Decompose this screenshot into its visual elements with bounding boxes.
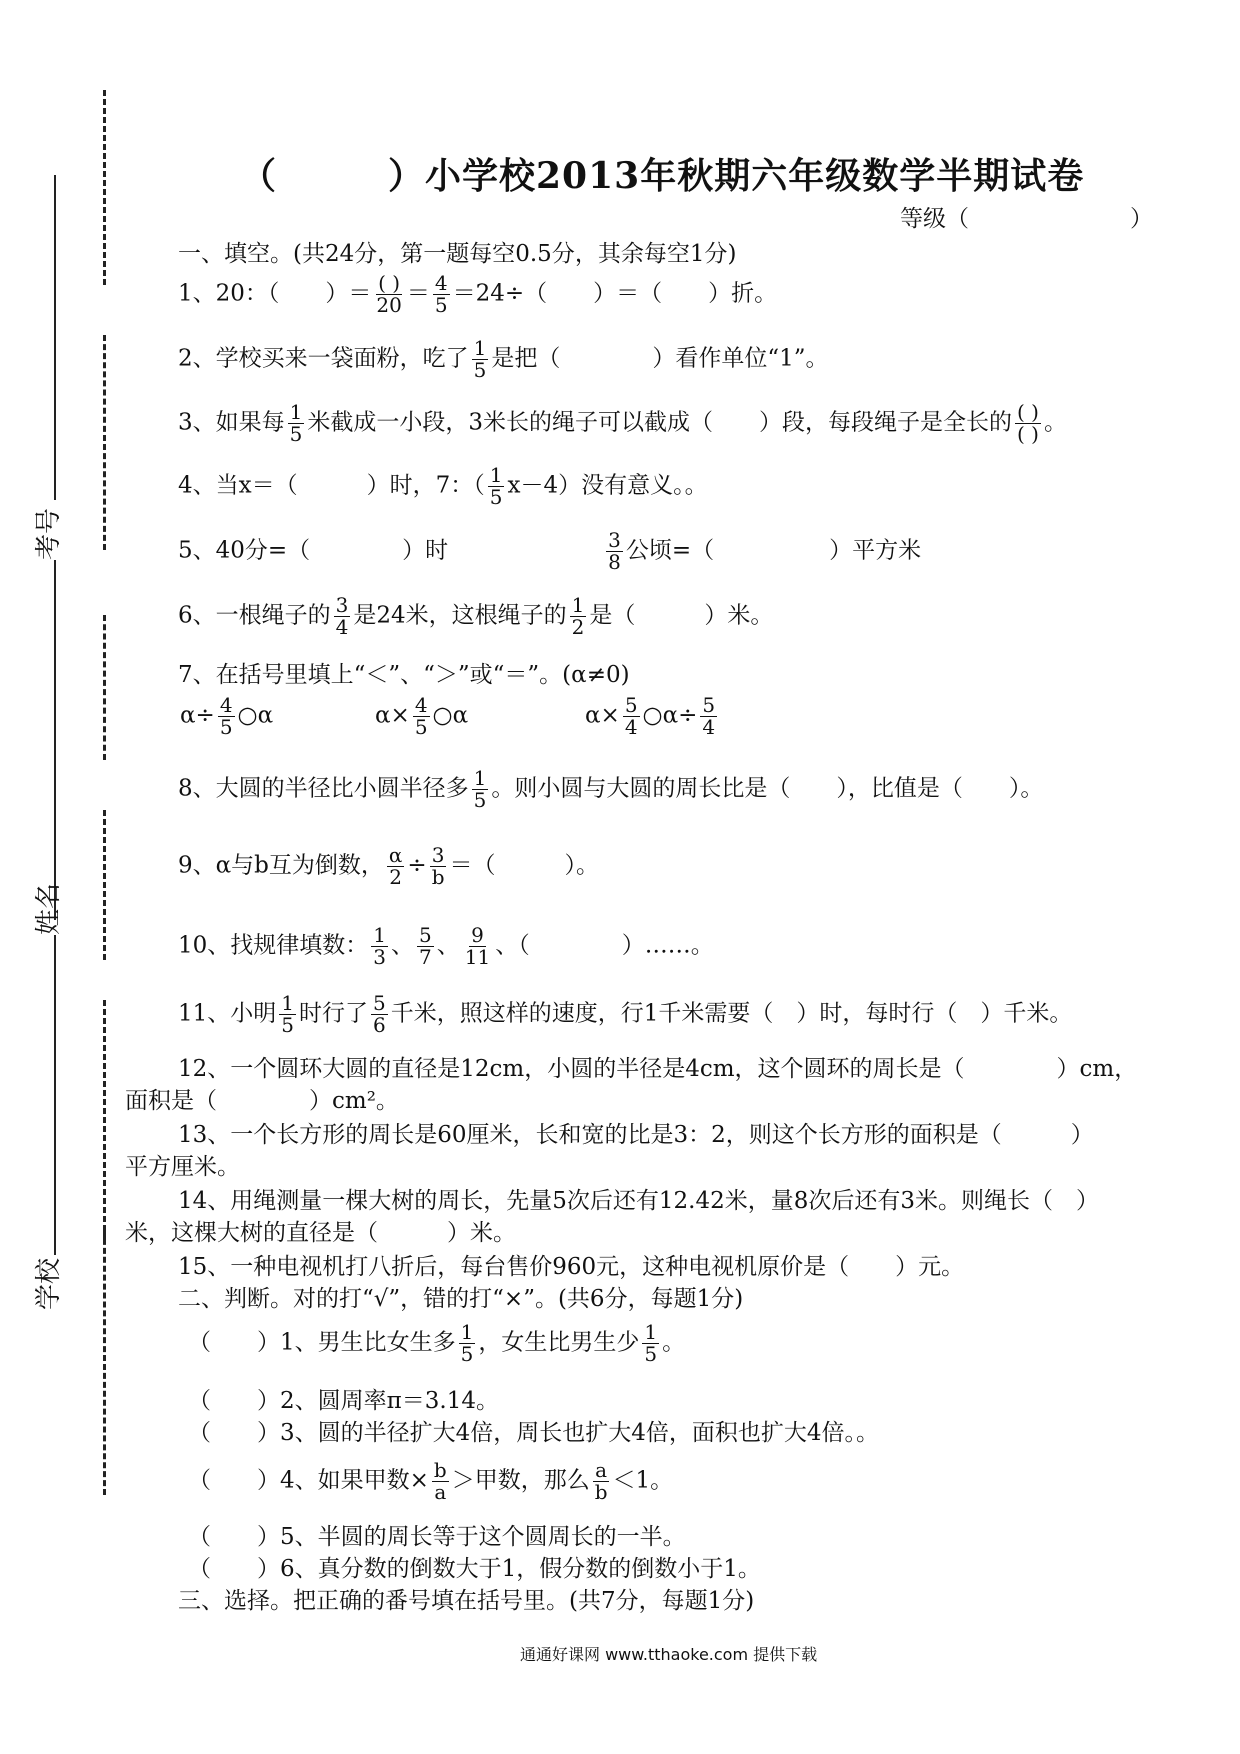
fraction: $\frac{1}{5}$ <box>489 463 503 509</box>
question-8: 8、大圆的半径比小圆半径多 $\frac{1}{5}$ 。则小圆与大圆的周长比是（ ），比值是（ ）。 <box>178 766 1044 812</box>
school-write-line <box>54 935 56 1255</box>
margin-dash-line <box>103 90 106 285</box>
fraction: $\frac{4}{5}$ <box>434 271 448 317</box>
fraction: $\frac{3}{b}$ <box>431 843 445 889</box>
footer-source: 通通好课网 www.tthaoke.com 提供下载 <box>520 1645 818 1664</box>
fraction: $\frac{1}{5}$ <box>473 766 487 812</box>
fraction: $\frac{1}{5}$ <box>644 1320 658 1366</box>
question-10: 10、找规律填数： $\frac{1}{3}$ 、 $\frac{5}{7}$ 、 $\frac{9}{11}$ 、（ ）……。 <box>178 923 714 969</box>
judge-1: （ ）1、男生比女生多 $\frac{1}{5}$ ，女生比男生少 $\frac{1}{5}$ 。 <box>188 1320 686 1366</box>
judge-2: （ ）2、圆周率π＝3.14。 <box>188 1388 499 1414</box>
judge-5: （ ）5、半圆的周长等于这个圆周长的一半。 <box>188 1524 686 1550</box>
section-3-heading: 三、选择。把正确的番号填在括号里。(共7分，每题1分) <box>178 1588 755 1614</box>
question-7-expr-1: α÷ $\frac{4}{5}$ ○α <box>180 693 274 739</box>
question-11: 11、小明 $\frac{1}{5}$ 时行了 $\frac{5}{6}$ 千米，照这样的速度，行1千米需要（ ）时，每时行（ ）千米。 <box>178 991 1073 1037</box>
exam-no-write-line <box>54 175 56 500</box>
judge-4: （ ）4、如果甲数× $\frac{b}{a}$ ＞甲数，那么 $\frac{a}{b}$ ＜1。 <box>188 1458 674 1504</box>
question-12-line-2: 面积是（ ）cm²。 <box>125 1088 399 1114</box>
question-13-line-1: 13、一个长方形的周长是60厘米，长和宽的比是3：2，则这个长方形的面积是（ ） <box>178 1122 1094 1148</box>
question-7: 7、在括号里填上“＜”、“＞”或“＝”。(α≠0) <box>178 662 630 688</box>
question-14-line-2: 米，这棵大树的直径是（ ）米。 <box>125 1220 516 1246</box>
name-write-line <box>54 560 56 920</box>
question-4: 4、当x＝（ ）时，7：（ $\frac{1}{5}$ x－4）没有意义。。 <box>178 463 708 509</box>
question-9: 9、α与b互为倒数， $\frac{\alpha}{2}$ ÷ $\frac{3}{b}$ ＝（ ）。 <box>178 843 599 889</box>
judge-6: （ ）6、真分数的倒数大于1，假分数的倒数小于1。 <box>188 1556 761 1582</box>
fraction: $\frac{( )}{20}$ <box>376 271 402 317</box>
question-1: 1、20：（ ）＝ $\frac{( )}{20}$ ＝ $\frac{4}{5}$ ＝24÷（ ）＝（ ）折。 <box>178 271 778 317</box>
fraction: $\frac{\alpha}{2}$ <box>388 843 403 889</box>
question-12-line-1: 12、一个圆环大圆的直径是12cm，小圆的半径是4cm，这个圆环的周长是（ ）cm， <box>178 1056 1138 1082</box>
question-13-line-2: 平方厘米。 <box>125 1154 240 1180</box>
fraction: $\frac{b}{a}$ <box>433 1458 447 1504</box>
fraction: $\frac{1}{5}$ <box>460 1320 474 1366</box>
judge-3: （ ）3、圆的半径扩大4倍，周长也扩大4倍，面积也扩大4倍。。 <box>188 1420 880 1446</box>
fraction: $\frac{4}{5}$ <box>414 693 428 739</box>
question-14-line-1: 14、用绳测量一棵大树的周长，先量5次后还有12.42米，量8次后还有3米。则绳长（ ） <box>178 1188 1100 1214</box>
question-7-expr-3: α× $\frac{5}{4}$ ○α÷ $\frac{5}{4}$ <box>585 693 716 739</box>
section-2-heading: 二、判断。对的打“√”，错的打“×”。(共6分，每题1分) <box>178 1286 744 1312</box>
margin-dash-line <box>103 810 106 960</box>
fraction: $\frac{4}{5}$ <box>219 693 233 739</box>
fraction: $\frac{a}{b}$ <box>594 1458 608 1504</box>
question-5: 5、40分=（ ）时 $\frac{3}{8}$ 公顷=（ ）平方米 <box>178 528 922 574</box>
exam-no-label: 考号 <box>34 507 64 560</box>
question-6: 6、一根绳子的 $\frac{3}{4}$ 是24米，这根绳子的 $\frac{1}{2}$ 是（ ）米。 <box>178 593 774 639</box>
fraction: $\frac{3}{8}$ <box>608 528 621 574</box>
margin-dash-line <box>103 1230 106 1495</box>
fraction: $\frac{1}{5}$ <box>281 991 295 1037</box>
fraction: $\frac{1}{5}$ <box>473 336 487 382</box>
margin-dash-line <box>103 1000 106 1240</box>
section-1-heading: 一、填空。(共24分，第一题每空0.5分，其余每空1分) <box>178 241 737 267</box>
fraction: $\frac{( )}{( )}$ <box>1017 400 1039 446</box>
fraction: $\frac{5}{6}$ <box>373 991 386 1037</box>
question-3: 3、如果每 $\frac{1}{5}$ 米截成一小段，3米长的绳子可以截成（ ）段，每段绳子是全长的 $\frac{( )}{( )}$ 。 <box>178 400 1067 446</box>
question-15: 15、一种电视机打八折后，每台售价960元，这种电视机原价是（ ）元。 <box>178 1254 965 1280</box>
margin-dash-line <box>103 615 106 760</box>
page-title: （ ）小学校2013年秋期六年级数学半期试卷 <box>240 155 1085 197</box>
fraction: $\frac{1}{2}$ <box>571 593 585 639</box>
school-label: 学校 <box>34 1257 64 1310</box>
fraction: $\frac{1}{5}$ <box>289 400 303 446</box>
fraction: $\frac{5}{7}$ <box>419 923 432 969</box>
fraction: $\frac{1}{3}$ <box>373 923 387 969</box>
fraction: $\frac{9}{11}$ <box>464 923 491 969</box>
question-7-expr-2: α× $\frac{4}{5}$ ○α <box>375 693 469 739</box>
name-label: 姓名 <box>34 882 64 935</box>
question-2: 2、学校买来一袋面粉，吃了 $\frac{1}{5}$ 是把（ ）看作单位“1”。 <box>178 336 829 382</box>
fraction: $\frac{5}{4}$ <box>624 693 638 739</box>
fraction: $\frac{5}{4}$ <box>702 693 716 739</box>
fraction: $\frac{3}{4}$ <box>335 593 349 639</box>
margin-dash-line <box>103 335 106 550</box>
grade-field: 等级（ ） <box>900 206 1153 232</box>
